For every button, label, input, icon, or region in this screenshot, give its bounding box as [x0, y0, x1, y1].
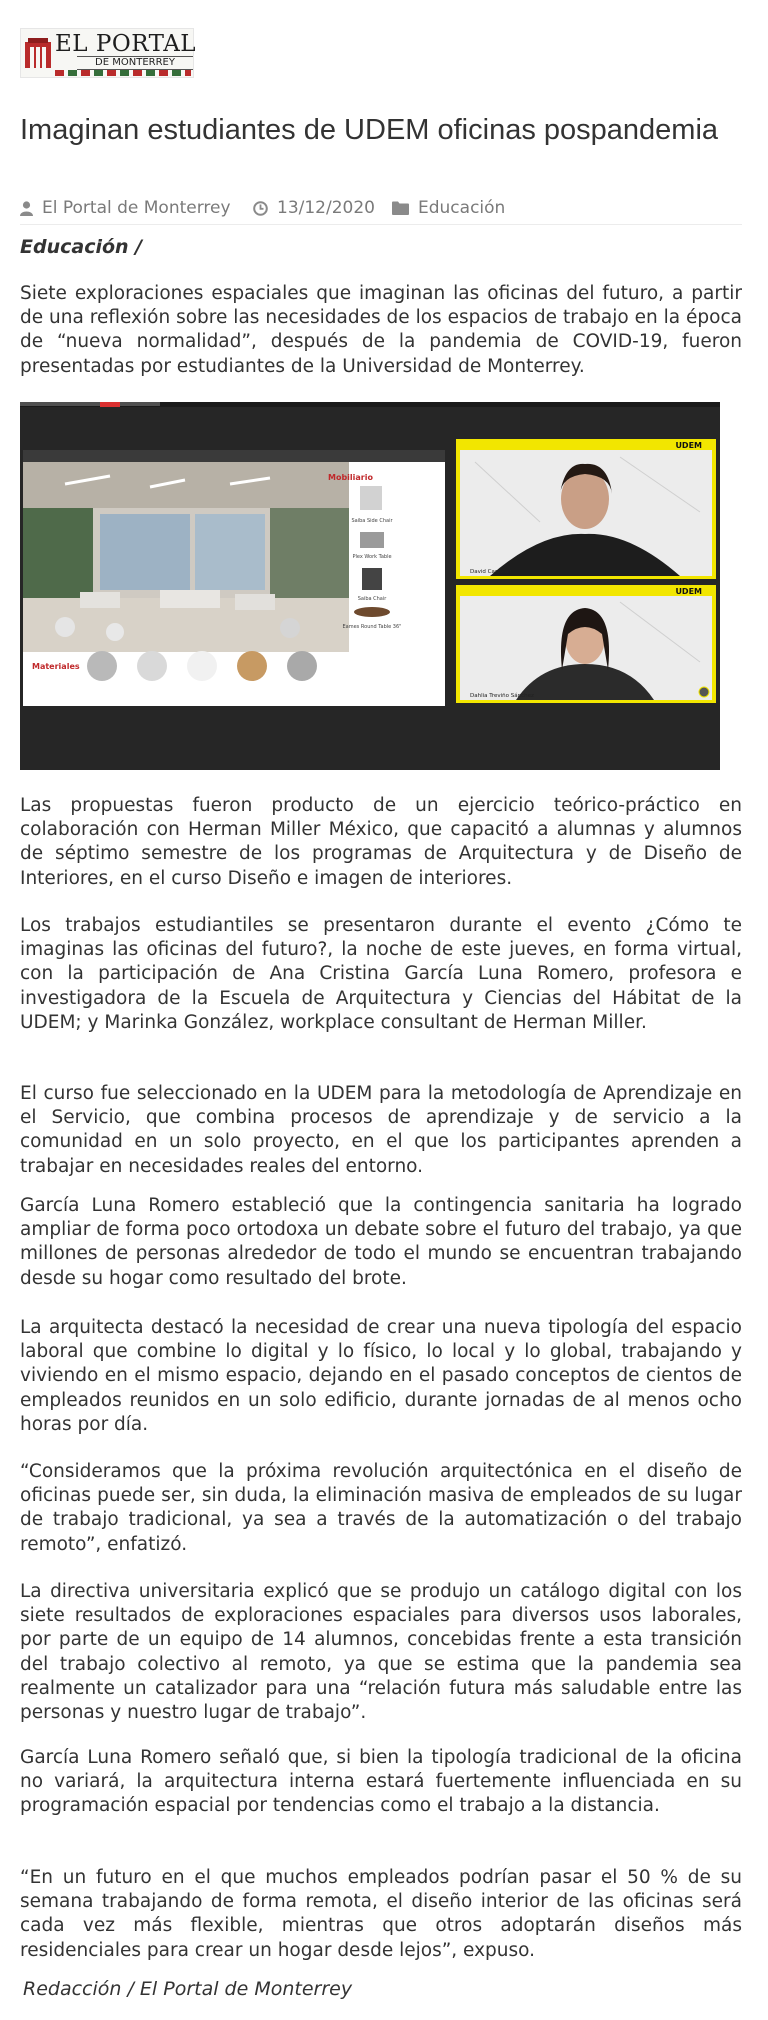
furniture-item-1: Saiba Side Chair [351, 518, 393, 524]
publish-date: 13/12/2020 [277, 198, 375, 218]
article-paragraph: Los trabajos estudiantiles se presentaron durante el evento ¿Cómo te imaginas las oficinas del futuro?, la noche de este jueves, en forma virtual, con la participación de Ana Cristina García Luna Romero, profesora e investigadora de la Escuela de Arquitectura y Ciencias del Hábitat de la UDEM; y Marinka González, workplace consultant de Herman Miller. [20, 915, 742, 1033]
category-link: Educación [418, 198, 506, 218]
article-photo [20, 402, 720, 770]
category-meta[interactable] [392, 198, 505, 218]
article-paragraph: García Luna Romero estableció que la contingencia sanitaria ha logrado ampliar de forma poco ortodoxa un debate sobre el futuro del trabajo, ya que millones de personas alrededor de todo el mundo se encuentran trabajando desde su hogar como resultado del brote. [20, 1195, 742, 1289]
site-logo[interactable] [20, 28, 197, 78]
article-paragraph: “En un futuro en el que muchos empleados podrían pasar el 50 % de su semana trabajando de forma remota, el diseño interior de las oficinas será cada vez más flexible, mientras que otros adoptarán diseños más residenciales para crear un hogar desde lejos”, expuso. [20, 1867, 742, 1961]
date-meta [253, 198, 375, 218]
article-meta [20, 198, 742, 225]
article-paragraph: La arquitecta destacó la necesidad de crear una nueva tipología del espacio laboral que combine lo digital y lo físico, lo local y lo global, trabajando y viviendo en el mismo espacio, dejando en el pasado conceptos de cientos de empleados reunidos en un solo edificio, durante jornadas de al menos ocho horas por día. [20, 1317, 742, 1435]
furniture-item-2: Plex Work Table [352, 554, 392, 560]
materials-heading: Materiales [32, 662, 80, 671]
article-signature: Redacción / El Portal de Monterrey [23, 1978, 353, 2000]
article-paragraph: Las propuestas fueron producto de un ejercicio teórico-práctico en colaboración con Herman Miller México, que capacitó a alumnas y alumnos de séptimo semestre de los programas de Arquitectura y de Diseño de Interiores, en el curso Diseño e imagen de interiores. [20, 795, 742, 889]
author-name: El Portal de Monterrey [42, 198, 231, 218]
furniture-item-4: Eames Round Table 36" [342, 624, 402, 630]
article-paragraph: El curso fue seleccionado en la UDEM para la metodología de Aprendizaje en el Servicio, que combina procesos de aprendizaje y de servicio a la comunidad en un solo proyecto, en el que los participantes aprenden a trabajar en necesidades reales del entorno. [20, 1083, 742, 1177]
article-title: Imaginan estudiantes de UDEM oficinas pospandemia [20, 114, 719, 146]
article-paragraph: Siete exploraciones espaciales que imaginan las oficinas del futuro, a partir de una reflexión sobre las necesidades de los espacios de trabajo en la época de “nueva normalidad”, después de la pandemia de COVID-19, fueron presentadas por estudiantes de la Universidad de Monterrey. [20, 283, 742, 377]
logo-name: EL PORTAL [55, 31, 197, 57]
clock-icon [253, 201, 268, 216]
article-paragraph: García Luna Romero señaló que, si bien la tipología tradicional de la oficina no variará, la arquitectura interna estará fuertemente influenciada en su programación espacial por tendencias como el trabajo a la distancia. [20, 1747, 742, 1817]
folder-icon [392, 201, 409, 215]
article-paragraph: “Consideramos que la próxima revolución arquitectónica en el diseño de oficinas puede ser, sin duda, la eliminación masiva de empleados de su lugar de trabajo tradicional, ya sea a través de la automatización o del trabajo remoto”, enfatizó. [20, 1461, 742, 1555]
video-call-image [20, 402, 720, 770]
logo-subtitle: DE MONTERREY [77, 56, 193, 70]
building-logo-icon [24, 34, 52, 70]
logo-stripes [55, 70, 191, 76]
user-icon [20, 201, 33, 216]
furniture-item-3: Saiba Chair [357, 596, 387, 602]
article-paragraph: La directiva universitaria explicó que se produjo un catálogo digital con los siete resultados de exploraciones espaciales para diversos usos laborales, por parte de un equipo de 14 alumnos, concebidas frente a esta transición del trabajo colectivo al remoto, ya que se estima que la pandemia sea realmente un catalizador para una “relación futura más saludable entre las personas y nuestro lugar de trabajo”. [20, 1581, 742, 1724]
author-meta[interactable] [20, 198, 231, 218]
participant-1-name: David Castelan [470, 569, 512, 575]
section-label: Educación / [20, 236, 143, 258]
video-brand-1: UDEM [675, 441, 702, 450]
video-brand-2: UDEM [675, 587, 702, 596]
furniture-heading: Mobiliario [328, 473, 373, 482]
participant-2-name: Dahlia Treviño Sánchez [470, 693, 534, 699]
